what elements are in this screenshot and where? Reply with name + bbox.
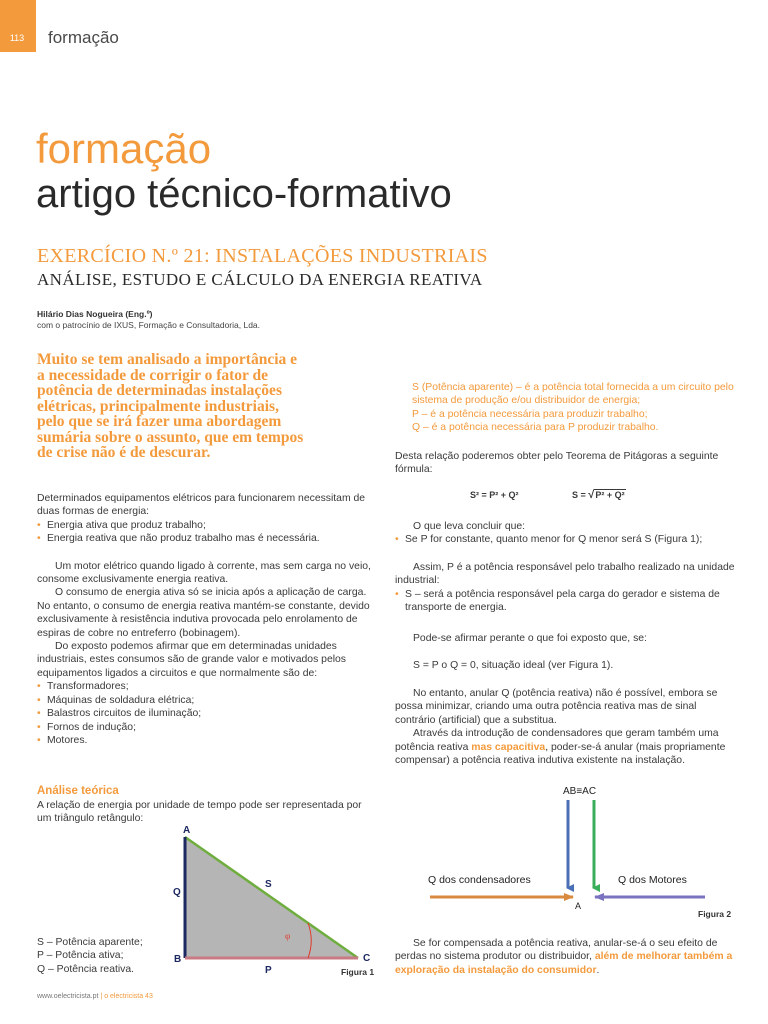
section-label: formação [48,28,119,47]
assim-text: Assim, P é a potência responsável pelo trabalho realizado na unidade industrial: [395,562,735,587]
footer-issue: o electricista 43 [104,993,153,1000]
legend-p: P – Potência ativa; [37,950,124,962]
relation-text: Desta relação poderemos obter pelo Teorema de Pitágoras a seguinte fórmula: [395,451,719,476]
equipment-list [37,680,377,747]
vertex-b: B [174,954,182,965]
page-tab [0,0,36,52]
list-item: • Fornos de indução; [37,721,377,734]
final-paragraph [395,937,735,977]
column-1 [37,492,377,747]
intro-paragraph: Determinados equipamentos elétricos para funcionarem necessitam de duas formas de energia: [37,493,366,518]
vertex-c: C [363,953,371,964]
condensers-part-a: Através da introdução de condensadores que geram também uma potência reativa [395,728,719,753]
definition-p: P – é a potência necessária para produzir trabalho; [412,408,648,420]
definitions [412,381,735,435]
list-item: • Máquinas de soldadura elétrica; [37,694,377,707]
legend-s: S – Potência aparente; [37,937,143,948]
footer-site: www.oelectricista.pt [37,993,99,1000]
anular-text: No entanto, anular Q (potência reativa) não é possível, embora se possa minimizar, criando uma outra potência reativa mas de sinal contrário (artificial) que a substitua. [395,688,718,726]
conclude-text: O que leva concluir que: [413,521,526,532]
side-s-label: S [265,879,272,890]
sqrt-symbol: √ [588,489,595,501]
list-item: • Se P for constante, quanto menor for Q menor será S (Figura 1); [395,533,735,546]
lead-paragraph: Muito se tem analisado a importância e a necessidade de corrigir o fator de potência de determinadas instalações elétricas, principalmente industriais, pelo que se irá fazer uma abordagem sumária sobre o assunto, que em tempos de crise não é de descurar. [37,351,304,461]
footer [37,993,153,1000]
figure-1-caption: Figura 1 [341,967,375,977]
condensers-part-b: , poder-se-á anular (mais propriamente compensar) a potência reativa indutiva existente na instalação. [395,741,726,767]
q-condensers-label: Q dos condensadores [428,874,531,886]
ideal-text: S = P o Q = 0, situação ideal (ver Figura 1). [413,660,614,671]
figure-2-caption: Figura 2 [698,909,732,919]
ab-ac-label: AB≡AC [563,786,597,797]
list-item: • Motores. [37,734,377,747]
list-item: • S – será a potência responsável pela carga do gerador e sistema de transporte de energia. [395,588,735,615]
exercise-subtitle: ANÁLISE, ESTUDO E CÁLCULO DA ENERGIA REATIVA [37,270,483,289]
formula-2 [572,489,626,502]
list-item: • Energia ativa que produz trabalho; [37,519,377,532]
side-q-label: Q [173,887,181,898]
exercise-title: EXERCÍCIO N.º 21: INSTALAÇÕES INDUSTRIAIS [37,245,488,267]
q-motors-label: Q dos Motores [618,874,687,886]
author-sponsor: com o patrocínio de IXUS, Formação e Consultadoria, Lda. [37,320,261,330]
list-item: • Energia reativa que não produz trabalho mas é necessária. [37,532,377,545]
final-end: . [596,964,600,976]
definition-s: S (Potência aparente) – é a potência total fornecida a um circuito pelo sistema de produção e/ou distribuidor de energia; [412,382,734,407]
anular-block [395,687,735,767]
conclusion-list [395,533,735,546]
pode-text: Pode-se afirmar perante o que foi exposto que, se: [413,633,647,644]
page-number: 113 [9,33,25,43]
list-item: • Balastros circuitos de iluminação; [37,707,377,720]
consumption-paragraph: O consumo de energia ativa só se inicia após a aplicação de carga. No entanto, o consumo de energia reativa mantém-se constante, devido exclusivamente à resistência indutiva provocada pelo enrolamento de espiras de cobre no entreferro (bobinagem). [37,587,370,639]
section-text: A relação de energia por unidade de tempo pode ser representada por um triângulo retângulo: [37,800,362,825]
energy-list [37,519,377,546]
condensers-text [395,727,735,767]
point-a-label: A [575,901,582,911]
final-highlight: além de melhorar também a exploração da instalação do consumidor [395,951,733,976]
assim-list [395,588,735,615]
motor-paragraph: Um motor elétrico quando ligado à corrente, mas sem carga no veio, consome exclusivamente energia reativa. [37,560,371,586]
legend-q: Q – Potência reativa. [37,963,135,975]
final-part-a: Se for compensada a potência reativa, anular-se-á o seu efeito de perdas no sistema produtor ou distribuidor, [395,938,718,963]
figure-2-vectors [395,780,740,925]
conclusion-block [395,520,735,547]
title-line1: formação [36,125,212,172]
formula-1: S² = P² + Q² [470,490,519,500]
vertex-a: A [183,825,191,836]
assim-block [395,561,735,615]
exposed-paragraph: Do exposto podemos afirmar que em determinadas unidades industriais, estes consumos são de grande valor e motivados pelos equipamentos ligados a circuitos e que normalmente são de: [37,641,346,679]
list-item: • Transformadores; [37,680,377,693]
angle-label: φ [285,931,291,941]
definition-q: Q – é a potência necessária para P produzir trabalho. [412,422,659,434]
title-line2: artigo técnico-formativo [36,172,452,216]
author-name: Hilário Dias Nogueira (Eng.º) [37,309,153,319]
formula-2-radicand: P² + Q² [595,490,625,500]
figure-1-triangle [165,825,380,985]
footer-separator: | [100,993,103,1000]
section-heading: Análise teórica [37,785,119,797]
condensers-highlight: mas capacitiva [471,741,546,753]
formula-2-lhs: S = [572,490,586,500]
side-p-label: P [265,965,272,976]
